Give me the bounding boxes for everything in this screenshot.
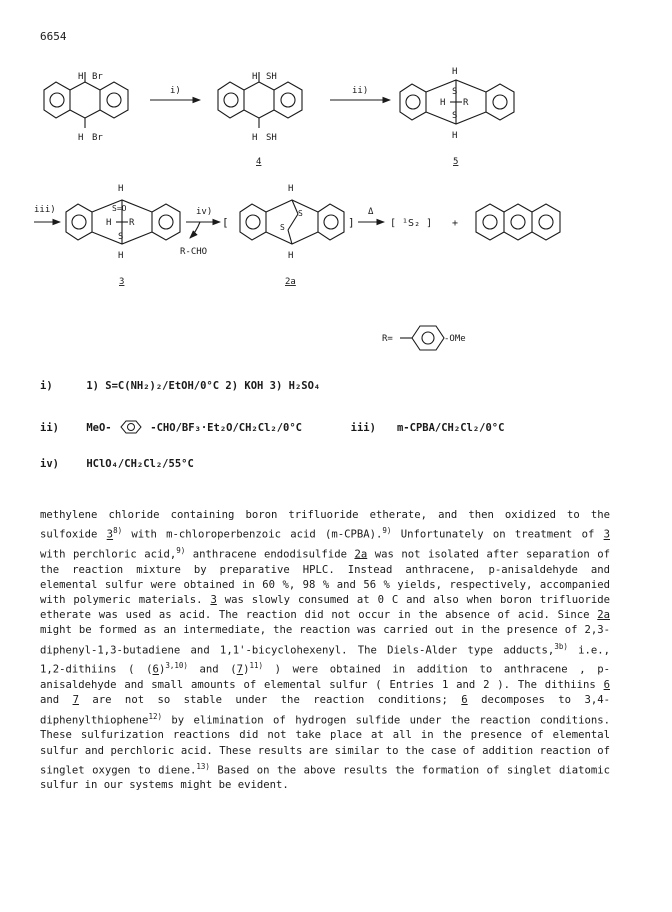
svg-text:[: [ xyxy=(222,216,229,229)
compound-5-label: 5 xyxy=(453,157,459,167)
citation: 13) xyxy=(196,761,210,771)
citation: 12) xyxy=(148,711,162,721)
step-label-i: i) xyxy=(170,86,181,96)
condition-number: iv) xyxy=(40,458,59,470)
anthracene-structure xyxy=(476,204,560,240)
plus-sign: + xyxy=(452,218,459,229)
compound-2a-label: 2a xyxy=(285,277,296,287)
page-number: 6654 xyxy=(40,30,67,43)
condition-text: -CHO/BF₃·Et₂O/CH₂Cl₂/0°C xyxy=(150,422,302,434)
step-label-iii: iii) xyxy=(34,205,56,215)
h-label: H xyxy=(78,72,84,82)
citation: 11) xyxy=(249,661,263,671)
citation: 3b) xyxy=(554,641,568,651)
condition-row xyxy=(40,380,320,392)
s-label: S xyxy=(280,223,285,232)
r-label: R xyxy=(129,218,135,228)
condition-text: m-CPBA/CH₂Cl₂/0°C xyxy=(396,422,505,434)
h-label: H xyxy=(252,133,258,143)
r-group-definition xyxy=(382,326,466,350)
sulfoxide-label: S=O xyxy=(112,204,127,213)
compound-ref: 7 xyxy=(236,663,244,676)
s-label: S xyxy=(452,87,458,97)
h-label: H xyxy=(118,251,124,261)
body-paragraph xyxy=(40,508,610,794)
dibromo-dihydroanthracene-structure xyxy=(44,72,128,143)
r-def-label: R= xyxy=(382,334,393,344)
benzene-ring-icon xyxy=(118,420,144,434)
step-label-iv: iv) xyxy=(196,207,213,217)
s-label: S xyxy=(452,111,458,121)
compound-4-label: 4 xyxy=(256,157,262,167)
compound-ref: 3 xyxy=(603,528,610,541)
condition-number: i) xyxy=(40,380,53,392)
h-label: H xyxy=(78,133,84,143)
h-label: H xyxy=(106,218,112,228)
paragraph: methylene chloride containing boron trifluoride etherate, and then oxidized to the sulfoxide 3$^{8)}$ with m-chloroperbenzoic acid (m-CPBA).$^{9)}$ Unfortunately on treatment of 3 with perchloric acid,$^{9)}$ anthracene endodisulfide 2a was not isolated after separation of the reaction mixture by preparative HPLC. Instead anthracene, p-anisaldehyde and elemental sulfur were obtained in 60 %, 98 % and 56 % yields, respectively, accompanied with polymeric materials. 3 was slowly consumed at 0 C and also when boron trifluoride etherate was used as acid. The reaction did not occur in the absence of acid. Since 2a might be formed as an intermediate, the reaction was carried out in the presence of 2,3-diphenyl-1,3-butadiene and 1,1'-bicyclohexenyl. The Diels-Alder type adducts,$^{3b)}$ i.e., 1,2-dithiins ( $(6)^{3,10)}$ and $(7)^{11)}$ ) were obtained in addition to anthracene , p-anisaldehyde and small amounts of elemental sulfur ( Entries 1 and 2 ). The dithiins 6 and 7 are not so stable under the reaction conditions; 6 decomposes to 3,4-diphenylthiophene$^{12)}$ by elimination of hydrogen sulfide under the reaction conditions. These sulfurization reactions did not take place at all in the presence of elemental sulfur and perchloric acid. These results are similar to the case of addition reaction of singlet oxygen to diene.$^{13)}$ Based on the above results the formation of singlet diatomic sulfur in our systems might be evident. xyxy=(40,509,611,792)
h-label: H xyxy=(452,67,458,77)
singlet-s2-label: [ ¹S₂ ] xyxy=(390,218,433,229)
compound-ref: 2a xyxy=(354,548,368,561)
h-label: H xyxy=(118,184,124,194)
br-label: Br xyxy=(92,133,103,143)
compound-ref: 6 xyxy=(152,663,159,676)
h-label: H xyxy=(452,131,458,141)
sh-label: SH xyxy=(266,133,277,143)
citation: 8) xyxy=(113,526,123,536)
heat-label: Δ xyxy=(368,207,374,217)
dithiol-structure xyxy=(218,72,302,167)
step-label-ii: ii) xyxy=(352,86,369,96)
dithiane-bridged-structure xyxy=(400,67,514,167)
compound-ref: 3 xyxy=(106,528,114,541)
rcho-label: R-CHO xyxy=(180,247,208,257)
compound-ref: 3 xyxy=(210,594,217,607)
condition-text-pre: MeO- xyxy=(86,422,112,434)
condition-text: 1) S=C(NH₂)₂/EtOH/0°C 2) KOH 3) H₂SO₄ xyxy=(86,380,321,392)
reaction-scheme xyxy=(0,0,672,360)
br-label: Br xyxy=(92,72,103,82)
citation: 9) xyxy=(382,526,392,536)
h-label: H xyxy=(288,184,294,194)
h-label: H xyxy=(288,251,294,261)
condition-number: iii) xyxy=(350,422,376,434)
condition-number: ii) xyxy=(40,422,59,434)
sh-label: SH xyxy=(266,72,277,82)
sulfoxide-structure xyxy=(66,184,180,287)
compound-ref: 6 xyxy=(461,694,468,707)
compound-ref: 7 xyxy=(72,694,79,707)
h-label: H xyxy=(440,98,446,108)
compound-ref: 6 xyxy=(603,679,610,692)
citation: 9) xyxy=(176,545,186,555)
compound-ref: 2a xyxy=(597,609,610,622)
condition-row xyxy=(40,420,504,434)
s-label: S xyxy=(118,232,124,242)
condition-row xyxy=(40,458,194,470)
svg-text:]: ] xyxy=(348,216,355,229)
byproduct-arrow xyxy=(190,222,200,238)
h-label: H xyxy=(252,72,258,82)
endodisulfide-structure xyxy=(222,184,355,287)
r-label: R xyxy=(463,98,469,108)
ome-label: -OMe xyxy=(444,334,466,344)
s-label: S xyxy=(298,209,303,218)
condition-text: HClO₄/CH₂Cl₂/55°C xyxy=(86,458,194,470)
compound-3-label: 3 xyxy=(119,277,125,287)
citation: 3,10) xyxy=(165,661,188,671)
